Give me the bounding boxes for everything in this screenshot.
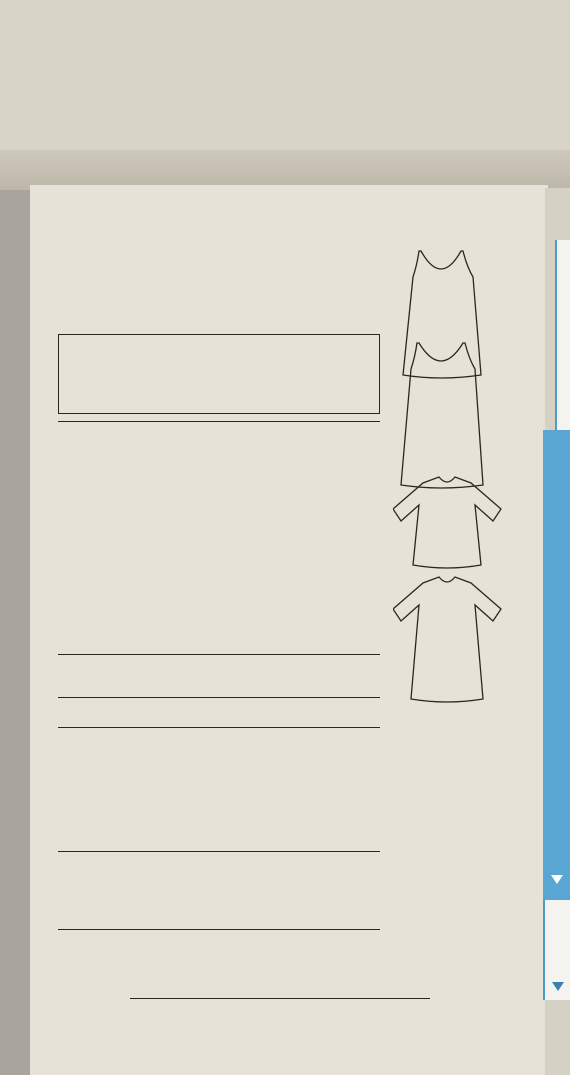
short-nightgown-sketch xyxy=(403,251,481,378)
gauge-stretch-band xyxy=(543,430,570,900)
diagonal-note-box xyxy=(58,654,380,695)
arrow-down-icon xyxy=(551,875,563,884)
divider xyxy=(58,851,380,852)
divider xyxy=(58,421,380,422)
envelope-fold-shadow xyxy=(0,150,570,190)
gauge-header xyxy=(555,240,570,430)
arrow-down-icon xyxy=(552,982,564,991)
gauge-end xyxy=(543,900,570,1000)
divider xyxy=(58,697,380,698)
footer-rule xyxy=(130,998,430,999)
garment-sketches xyxy=(393,247,543,707)
body-measurements-box xyxy=(58,334,380,414)
long-robe-sketch xyxy=(393,577,501,702)
divider xyxy=(58,929,380,930)
long-nightgown-sketch xyxy=(401,343,483,488)
short-robe-sketch xyxy=(393,477,501,568)
divider xyxy=(58,727,380,728)
